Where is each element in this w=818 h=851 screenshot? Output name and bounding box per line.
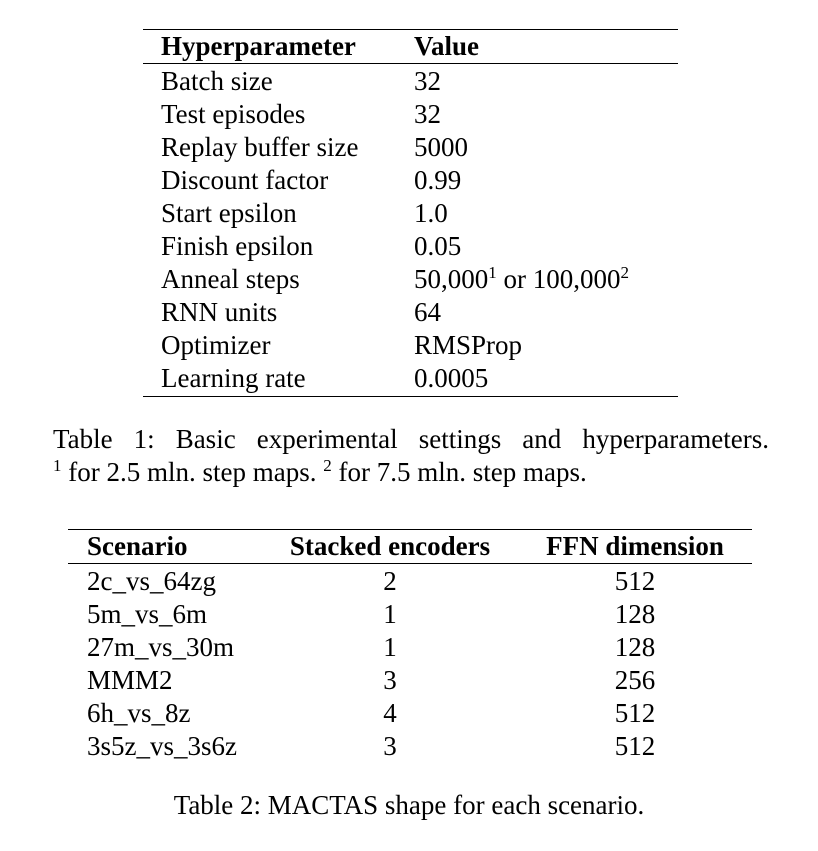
table-row: [143, 164, 678, 197]
table-row: [68, 664, 752, 697]
table2-caption: Table 2: MACTAS shape for each scenario.: [173, 790, 645, 820]
table-row: [143, 65, 678, 98]
scenario-table: [68, 529, 752, 763]
hyperparameter-table: [143, 29, 678, 397]
scenario-name: 2c_vs_64zg: [87, 566, 216, 596]
table-row: [68, 730, 752, 763]
ffn-dimension-value: 128: [614, 599, 656, 629]
param-name: Finish epsilon: [161, 231, 314, 261]
table-row: [143, 98, 678, 131]
stacked-encoders-value: 1: [383, 599, 397, 629]
stacked-encoders-value: 2: [383, 566, 397, 596]
param-name: Test episodes: [161, 99, 306, 129]
table-row: [143, 263, 678, 296]
ffn-dimension-value: 512: [614, 566, 656, 596]
param-name: Batch size: [161, 66, 273, 96]
scenario-name: MMM2: [87, 665, 173, 695]
param-value: RMSProp: [414, 330, 523, 360]
table-row: [143, 197, 678, 230]
table-row: [68, 697, 752, 730]
table-header: [68, 530, 752, 564]
param-name: Replay buffer size: [161, 132, 359, 162]
table-row: [143, 362, 678, 395]
footnote-text: for 2.5 mln. step maps.: [61, 457, 324, 487]
ffn-dimension-value: 256: [614, 665, 656, 695]
caption-word: and: [522, 424, 562, 454]
param-value: 5000: [414, 132, 468, 162]
param-name: Anneal steps: [161, 264, 300, 294]
footnote-text: for 7.5 mln. step maps.: [331, 457, 587, 487]
table1-caption: [53, 423, 769, 489]
table-header: [143, 30, 678, 64]
table-row: [68, 631, 752, 664]
caption-word: hyperparameters.: [582, 424, 769, 454]
footnote-mark: 1: [488, 263, 497, 282]
table-row: [143, 329, 678, 362]
table-row: [143, 131, 678, 164]
scenario-name: 27m_vs_30m: [87, 632, 235, 662]
caption-word: Table: [53, 424, 113, 454]
scenario-name: 5m_vs_6m: [87, 599, 208, 629]
anneal-joiner: or: [496, 264, 533, 294]
param-value: 0.0005: [414, 363, 489, 393]
param-value: 1.0: [414, 198, 448, 228]
header-ffn-dimension: FFN dimension: [546, 531, 724, 561]
caption-word: Basic: [175, 424, 236, 454]
footnote-mark: 1: [53, 456, 62, 475]
caption-footnotes: [53, 456, 769, 489]
scenario-name: 3s5z_vs_3s6z: [87, 731, 237, 761]
ffn-dimension-value: 512: [614, 698, 656, 728]
stacked-encoders-value: 1: [383, 632, 397, 662]
anneal-first: 50,000: [414, 264, 489, 294]
footnote-mark: 2: [620, 263, 629, 282]
header-scenario: Scenario: [87, 531, 188, 561]
table-row: [143, 296, 678, 329]
table-row: [143, 230, 678, 263]
param-value: 0.99: [414, 165, 462, 195]
scenario-name: 6h_vs_8z: [87, 698, 191, 728]
footnote-mark: 2: [323, 456, 332, 475]
stacked-encoders-value: 4: [383, 698, 397, 728]
param-name: RNN units: [161, 297, 278, 327]
header-value: Value: [414, 31, 480, 61]
stacked-encoders-value: 3: [383, 731, 397, 761]
caption-word: 1:: [133, 424, 155, 454]
ffn-dimension-value: 512: [614, 731, 656, 761]
header-stacked-encoders: Stacked encoders: [289, 531, 491, 561]
table-row: [68, 565, 752, 598]
ffn-dimension-value: 128: [614, 632, 656, 662]
header-hyperparameter: Hyperparameter: [161, 31, 356, 61]
param-name: Start epsilon: [161, 198, 297, 228]
param-name: Learning rate: [161, 363, 306, 393]
param-value: 0.05: [414, 231, 462, 261]
caption-line: [53, 423, 769, 456]
param-value: 32: [414, 99, 441, 129]
caption-word: settings: [418, 424, 502, 454]
param-value: 32: [414, 66, 441, 96]
param-value: 64: [414, 297, 441, 327]
anneal-second: 100,000: [532, 264, 621, 294]
stacked-encoders-value: 3: [383, 665, 397, 695]
table-row: [68, 598, 752, 631]
param-name: Discount factor: [161, 165, 329, 195]
caption-word: experimental: [256, 424, 398, 454]
anneal-steps-value: [414, 263, 629, 296]
param-name: Optimizer: [161, 330, 271, 360]
